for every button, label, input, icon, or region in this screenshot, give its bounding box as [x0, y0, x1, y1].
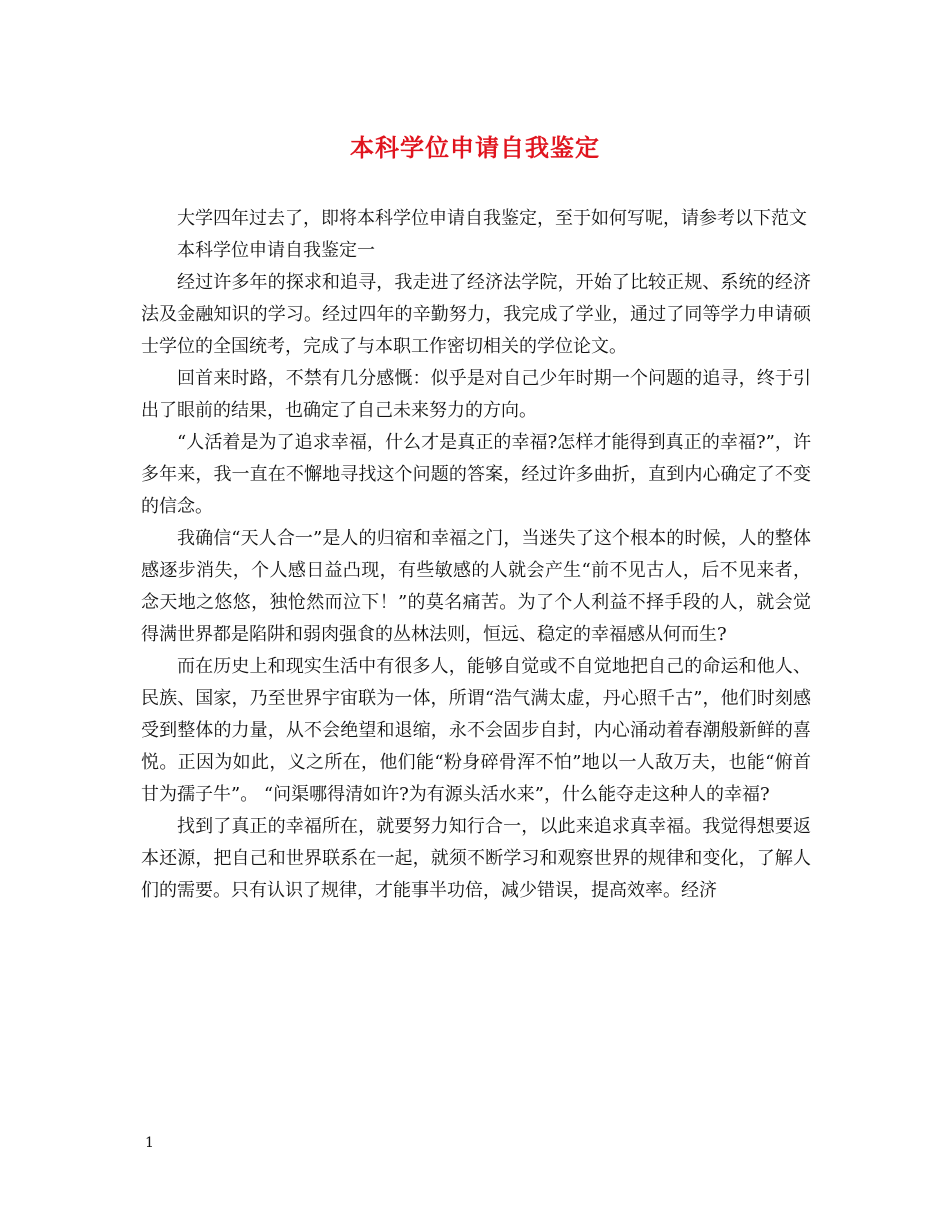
page-number: 1 — [145, 1135, 154, 1151]
paragraph-section-heading: 本科学位申请自我鉴定一 — [177, 240, 375, 261]
document-title: 本科学位申请自我鉴定 — [350, 133, 600, 162]
document-body — [141, 203, 811, 907]
paragraph: 而在历史上和现实生活中有很多人，能够自觉或不自觉地把自己的命运和他人、民族、国家，乃至世界宇宙联为一体，所谓“浩气满太虚，丹心照千古”，他们时刻感受到整体的力量，从不会绝望和退缩，永不会固步自封，内心涌动着春潮般新鲜的喜悦。正因为如此，义之所在，他们能“粉身碎骨浑不怕”地以一人敌万夫，也能“俯首甘为孺子牛”。 “问渠哪得清如许?为有源头活水来”，什么能夺走这种人的幸福? — [141, 656, 811, 805]
paragraph: 找到了真正的幸福所在，就要努力知行合一，以此来追求真幸福。我觉得想要返本还源，把自己和世界联系在一起，就须不断学习和观察世界的规律和变化，了解人们的需要。只有认识了规律，才能事半功倍，减少错误，提高效率。经济 — [141, 816, 811, 901]
paragraph-intro: 大学四年过去了，即将本科学位申请自我鉴定，至于如何写呢，请参考以下范文 — [177, 208, 807, 229]
paragraph: 经过许多年的探求和追寻，我走进了经济法学院，开始了比较正规、系统的经济法及金融知识的学习。经过四年的辛勤努力，我完成了学业，通过了同等学力申请硕士学位的全国统考，完成了与本职工作密切相关的学位论文。 — [141, 272, 811, 357]
paragraph: 我确信“天人合一”是人的归宿和幸福之门，当迷失了这个根本的时候，人的整体感逐步消失，个人感日益凸现，有些敏感的人就会产生“前不见古人，后不见来者，念天地之悠悠，独怆然而泣下！”的莫名痛苦。为了个人利益不择手段的人，就会觉得满世界都是陷阱和弱肉强食的丛林法则，恒远、稳定的幸福感从何而生? — [141, 528, 811, 645]
paragraph: “人活着是为了追求幸福，什么才是真正的幸福?怎样才能得到真正的幸福?”，许多年来，我一直在不懈地寻找这个问题的答案，经过许多曲折，直到内心确定了不变的信念。 — [141, 432, 811, 517]
paragraph: 回首来时路，不禁有几分感慨：似乎是对自己少年时期一个问题的追寻，终于引出了眼前的结果，也确定了自己未来努力的方向。 — [141, 368, 811, 421]
